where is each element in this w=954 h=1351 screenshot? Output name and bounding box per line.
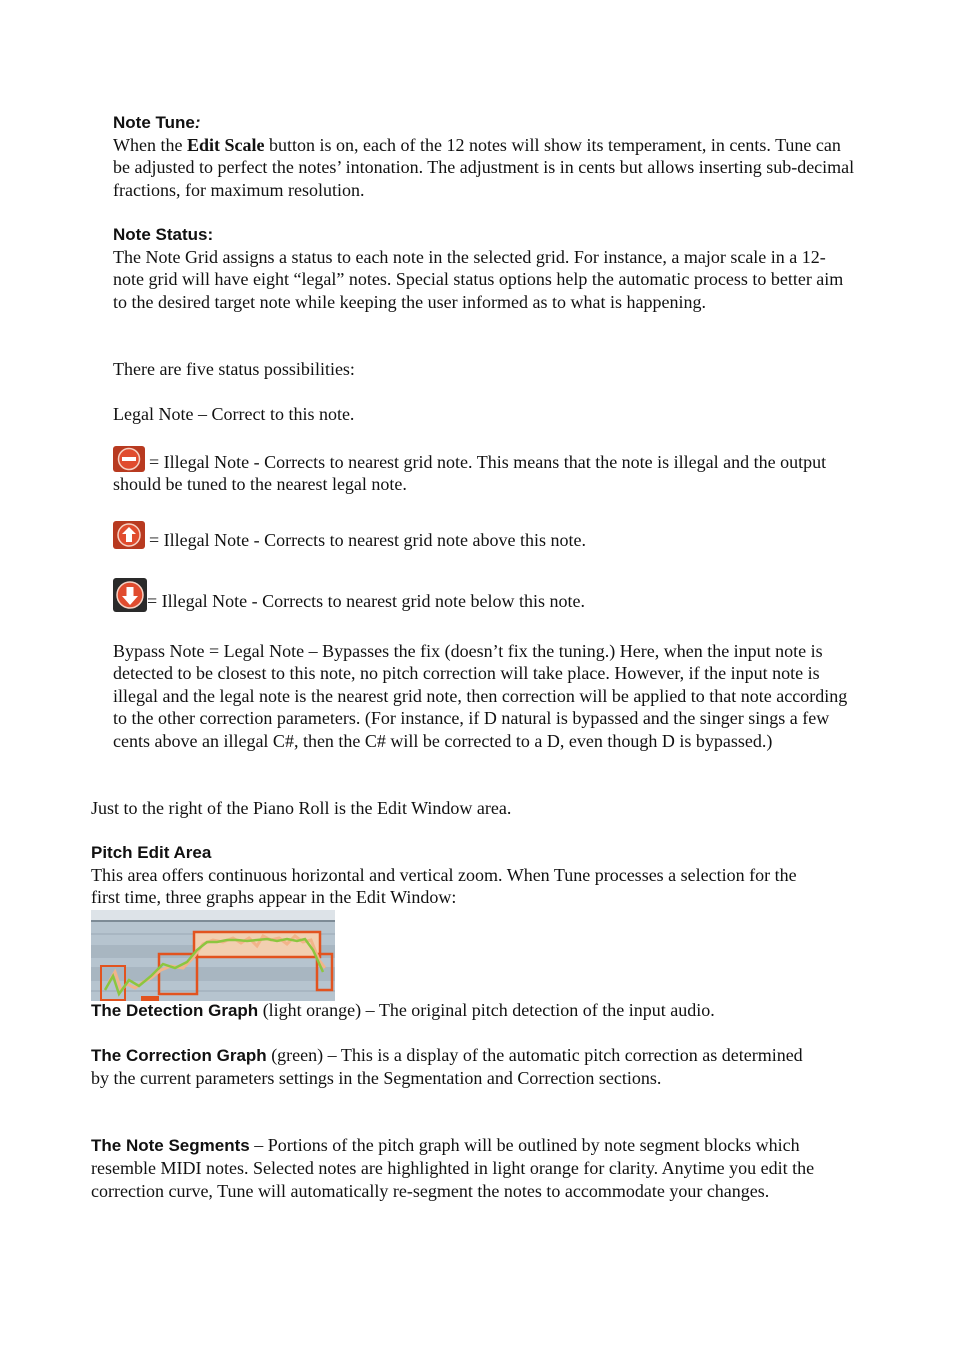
correction-graph-item: The Correction Graph (green) – This is a display of the automatic pitch correction as determined by the current parameters settings in the Segmentation and Correction sections.: [91, 1045, 803, 1089]
pitch-edit-paragraph: This area offers continuous horizontal and vertical zoom. When Tune processes a selection for the first time, three graphs appear in the Edit Window:: [91, 865, 797, 908]
note-status-paragraph: The Note Grid assigns a status to each note in the selected grid. For instance, a major scale in a 12-note grid will have eight “legal” notes. Special status options help the automatic process to better aim to the desired target note while keeping the user informed as to what is happening.: [113, 247, 844, 312]
bypass-note-paragraph: Bypass Note = Legal Note – Bypasses the fix (doesn’t fix the tuning.) Here, when the input note is detected to be closest to this note, no pitch correction will take place. However, if the input note is illegal and the legal note is the nearest grid note, then correction will be applied to that note according to the other correction parameters. (For instance, if D natural is bypassed and the singer sings a few cents above an illegal C#, then the C# will be corrected to a D, even though D is bypassed.): [113, 641, 848, 751]
status-count-text: There are five status possibilities:: [113, 359, 355, 379]
minus-circle-icon: [113, 446, 145, 472]
note-tune-paragraph: When the Edit Scale button is on, each of the 12 notes will show its temperament, in cents. Tune can be adjusted to perfect the notes’ intonation. The adjustment is in cents but allows inserting sub-decimal fractions, for maximum resolution.: [113, 135, 855, 200]
edit-window-intro: Just to the right of the Piano Roll is the Edit Window area.: [91, 798, 512, 818]
illegal-above-item: = Illegal Note - Corrects to nearest grid note above this note.: [113, 521, 863, 551]
note-tune-heading: Note Tune:: [113, 113, 201, 132]
note-status-heading: Note Status:: [113, 225, 214, 244]
pitch-edit-heading: Pitch Edit Area: [91, 843, 212, 862]
arrow-up-circle-icon: [113, 521, 145, 549]
legal-note-text: Legal Note – Correct to this note.: [113, 404, 355, 424]
illegal-below-item: = Illegal Note - Corrects to nearest grid note below this note.: [113, 578, 863, 612]
arrow-down-circle-icon: [113, 578, 147, 612]
detection-graph-item: The Detection Graph (light orange) – The original pitch detection of the input audio.: [91, 1000, 715, 1020]
pitch-graph-screenshot: [91, 910, 335, 1001]
illegal-nearest-item: = Illegal Note - Corrects to nearest grid note. This means that the note is illegal and the output should be tuned to the nearest legal note.: [113, 446, 863, 496]
edit-scale-term: Edit Scale: [186, 135, 265, 155]
note-segments-item: The Note Segments – Portions of the pitch graph will be outlined by note segment blocks which resemble MIDI notes. Selected notes are highlighted in light orange for clarity. Anytime you edit the correction curve, Tune will automatically re-segment the notes to accommodate your changes.: [91, 1135, 815, 1201]
